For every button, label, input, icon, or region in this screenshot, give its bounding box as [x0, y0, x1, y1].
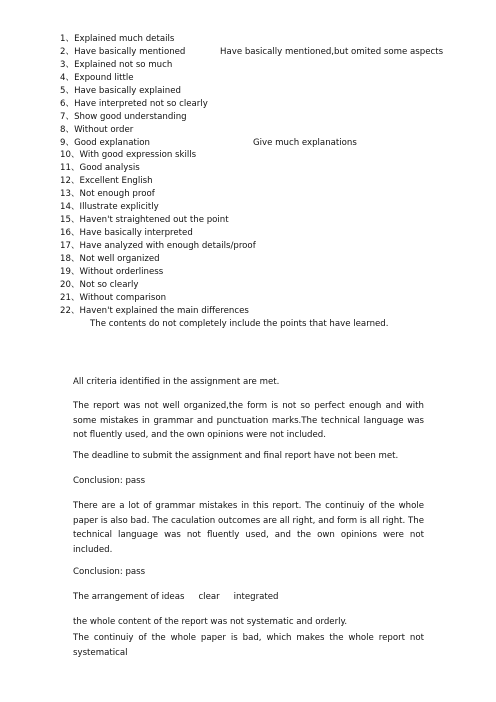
list-item: 12、Excellent English — [60, 176, 153, 187]
list-item: 8、Without order — [60, 124, 134, 135]
conclusion-1: Conclusion: pass — [73, 476, 146, 486]
list-item: 10、With good expression skills — [60, 150, 197, 161]
paragraph-report-feedback: The report was not well organized,the form is not so perfect enough and with some mistakes in grammar and punctuation marks.The technical language was not fluently used, and the own opinions were not included. — [73, 401, 424, 441]
list-item-extra: Have basically mentioned,but omited some aspects — [220, 46, 444, 57]
arrangement-line: The arrangement of ideas clear integrated — [73, 592, 279, 602]
list-item: 17、Have analyzed with enough details/proof — [60, 241, 256, 251]
list-item-extra: Give much explanations — [253, 137, 357, 148]
list-item: 15、Haven't straightened out the point — [60, 215, 229, 226]
list-item: 14、Illustrate explicitly — [60, 202, 159, 213]
list-item: 20、Not so clearly — [60, 279, 139, 290]
list-item: 2、Have basically mentioned Have basically mentioned,but omited some aspects — [60, 46, 444, 57]
paragraph-content-order: the whole content of the report was not systematic and orderly. — [73, 617, 348, 627]
list-item: 3、Explained not so much — [60, 59, 173, 70]
list-item: 18、Not well organized — [60, 253, 160, 264]
list-item: 1、Explained much details — [60, 34, 175, 44]
list-item: 11、Good analysis — [60, 163, 140, 174]
paragraph-continuity: The continuiy of the whole paper is bad, which makes the whole report not systematical — [73, 633, 424, 658]
list-item: 19、Without orderliness — [60, 266, 164, 277]
list-item: 4、Expound little — [60, 72, 134, 83]
conclusion-2: Conclusion: pass — [73, 567, 146, 577]
list-item: 21、Without comparison — [60, 292, 167, 303]
indented-note: The contents do not completely include the points that have learned. — [90, 318, 389, 329]
list-item: 13、Not enough proof — [60, 189, 155, 200]
list-item: 22、Haven't explained the main differences — [60, 305, 249, 316]
list-item: 16、Have basically interpreted — [60, 228, 193, 239]
list-item: 9、Good explanation Give much explanations — [60, 137, 357, 148]
criteria-list — [60, 33, 444, 331]
list-item: 5、Have basically explained — [60, 85, 181, 96]
paragraph-criteria-met: All criteria identified in the assignment are met. — [73, 377, 280, 387]
list-item: 7、Show good understanding — [60, 111, 187, 122]
paragraph-grammar-feedback: There are a lot of grammar mistakes in this report. The continuiy of the whole paper is also bad. The caculation outcomes are all right, and form is all right. The technical language was not fluently used, and the own opinions were not included. — [73, 501, 424, 555]
paragraph-deadline: The deadline to submit the assignment and final report have not been met. — [73, 451, 399, 461]
list-item: 6、Have interpreted not so clearly — [60, 98, 208, 109]
